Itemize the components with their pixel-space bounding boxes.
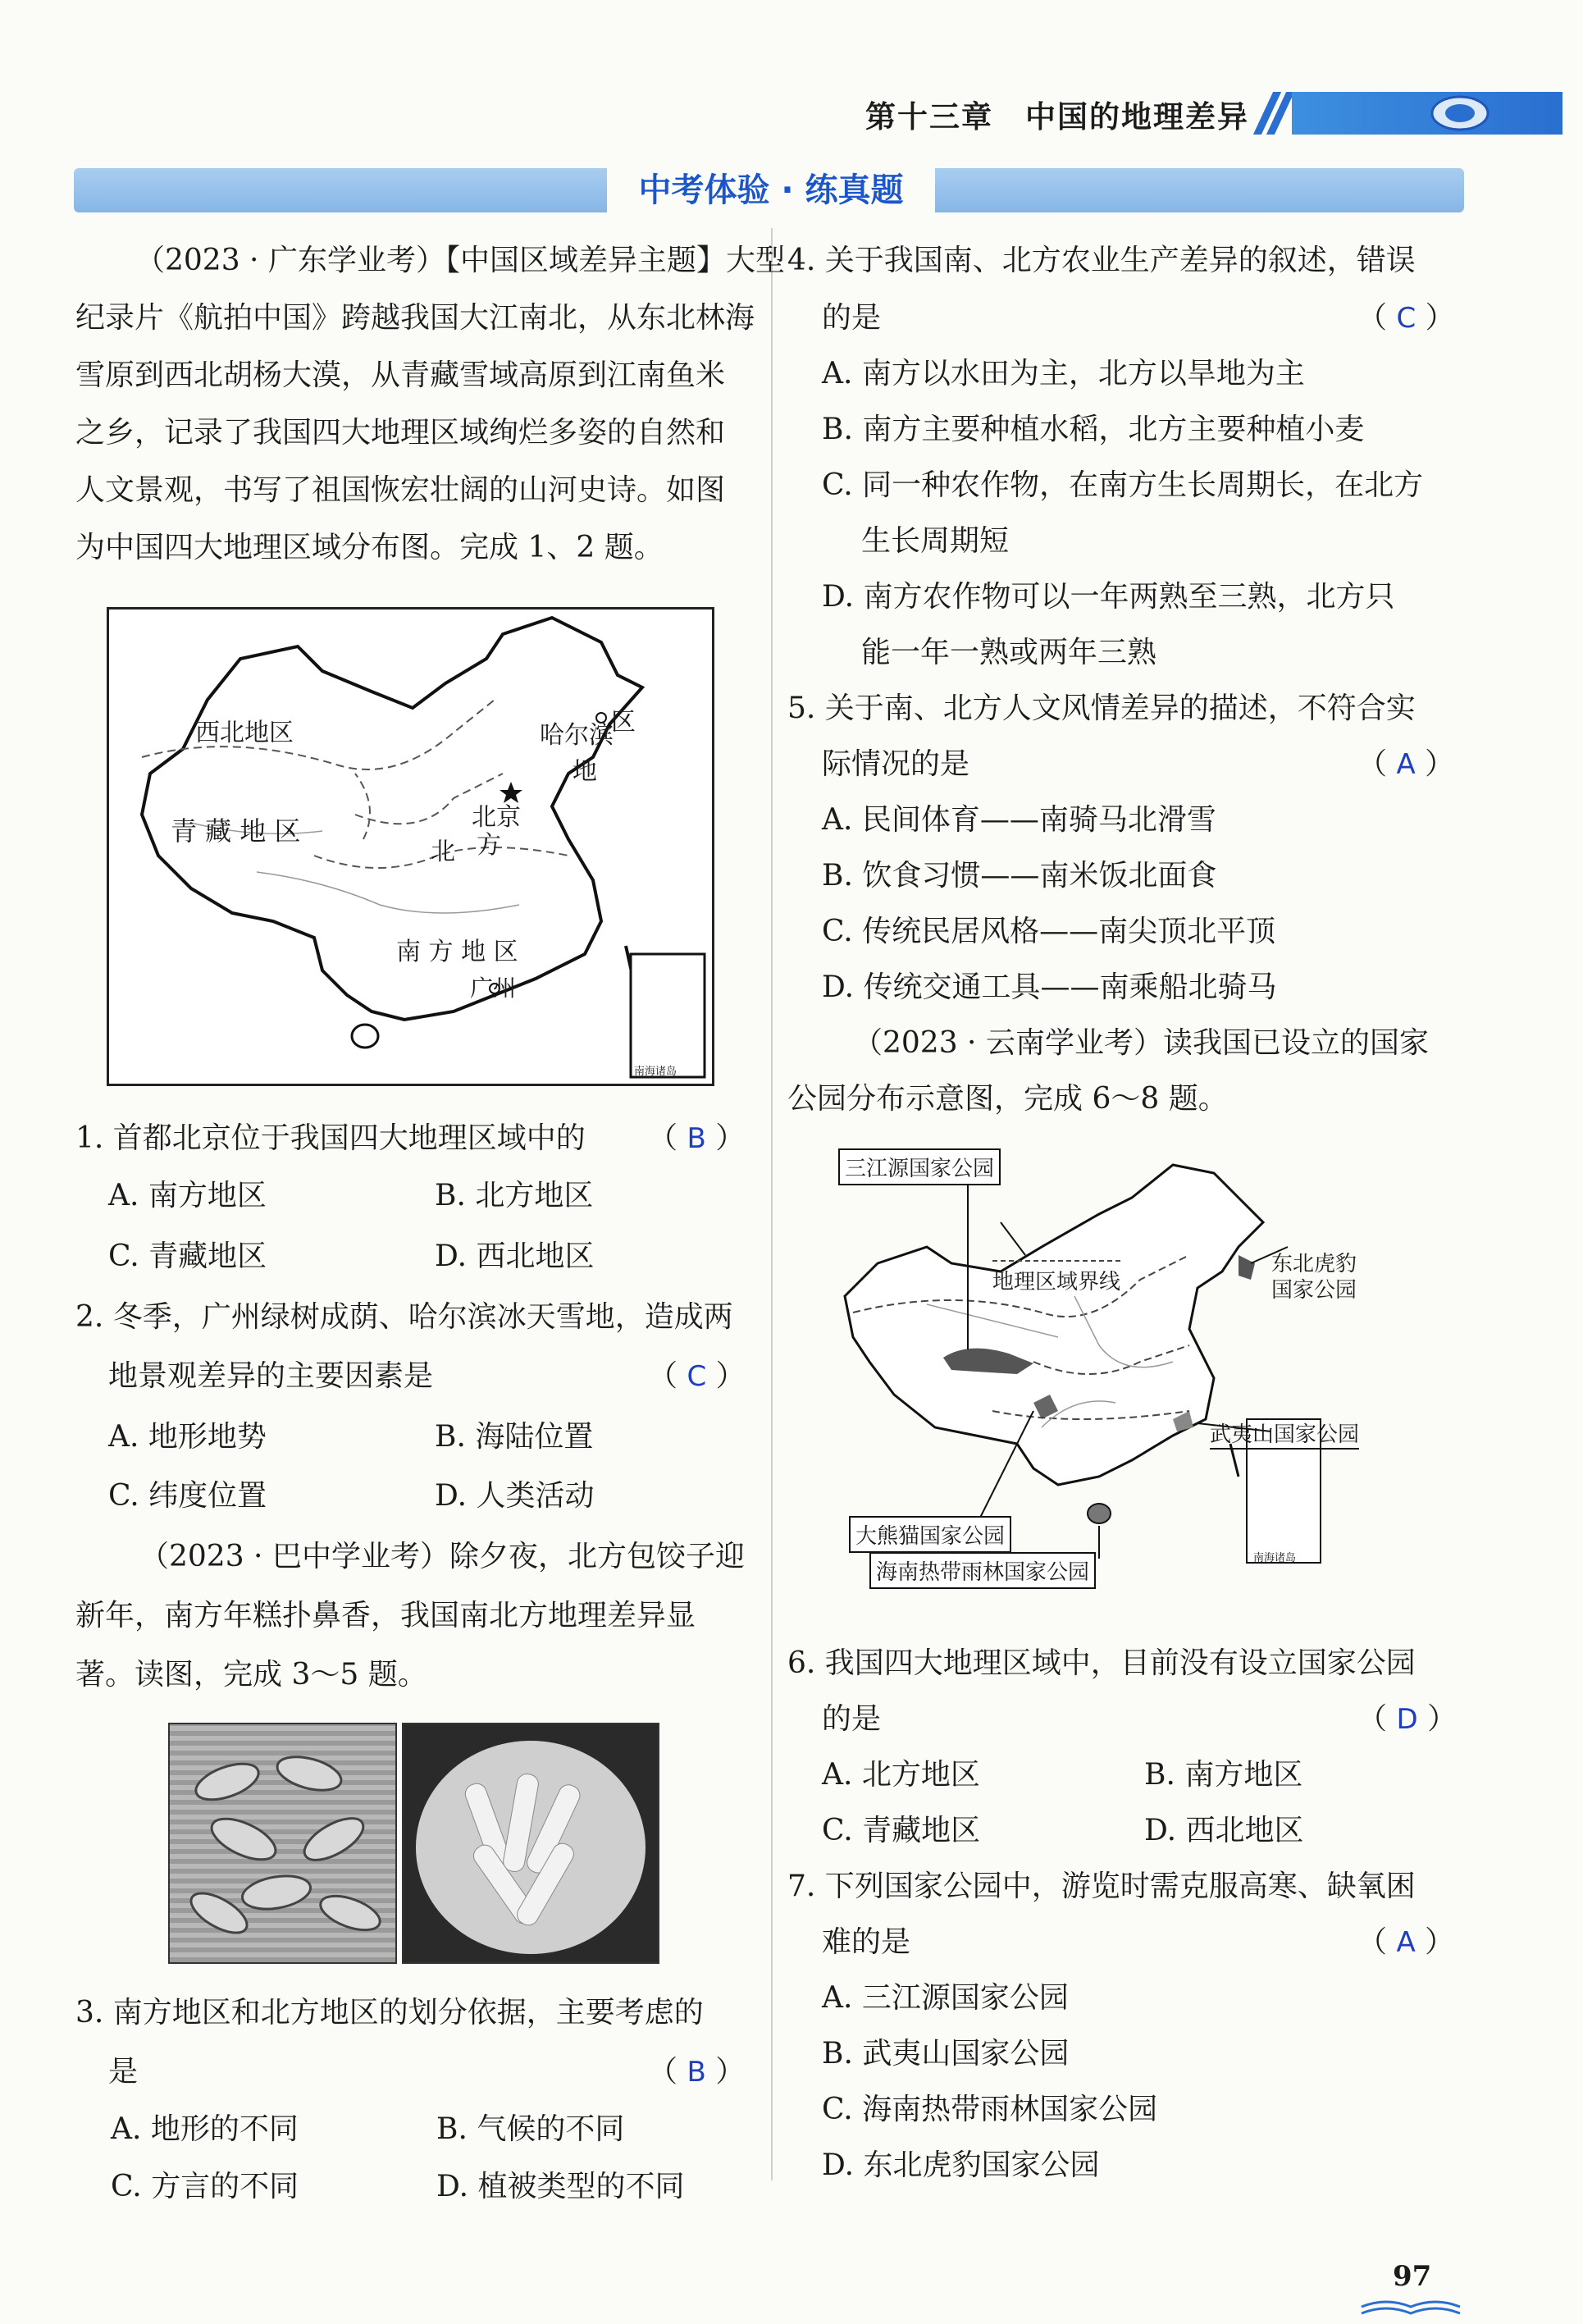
national-parks-map xyxy=(828,1148,1386,1591)
question-4-stem: 4. 关于我国南、北方农业生产差异的叙述，错误 xyxy=(787,244,1416,277)
answer: B xyxy=(687,2056,706,2089)
map-label: 地理区域界线 xyxy=(992,1260,1120,1295)
option: B. 气候的不同 xyxy=(436,2112,625,2146)
intro-line: 为中国四大地理区域分布图。完成 1、2 题。 xyxy=(75,531,664,564)
answer: A xyxy=(1396,748,1416,781)
book-icon xyxy=(1357,2297,1464,2317)
dumplings-photo xyxy=(168,1723,397,1964)
chapter-title: 第十三章 中国的地理差异 xyxy=(865,99,1249,135)
option: D. 南方农作物可以一年两熟至三熟，北方只 xyxy=(822,580,1395,614)
option: A. 南方以水田为主，北方以旱地为主 xyxy=(822,357,1305,390)
answer-bracket: （ C ） xyxy=(1357,301,1455,335)
question-6-stem: 6. 我国四大地理区域中，目前没有设立国家公园 xyxy=(787,1646,1416,1680)
question-2-stem: 2. 冬季，广州绿树成荫、哈尔滨冰天雪地，造成两 xyxy=(75,1300,733,1334)
option: A. 南方地区 xyxy=(108,1179,267,1212)
option: C. 青藏地区 xyxy=(822,1814,981,1847)
map-label: 三江源国家公园 xyxy=(838,1148,1001,1185)
answer-bracket: （ A ） xyxy=(1357,747,1455,781)
option: A. 三江源国家公园 xyxy=(822,1981,1069,2015)
option: A. 地形地势 xyxy=(108,1420,267,1454)
option: C. 海南热带雨林国家公园 xyxy=(822,2093,1158,2126)
question-7-stem: 7. 下列国家公园中，游览时需克服高寒、缺氧困 xyxy=(787,1870,1416,1903)
option: D. 西北地区 xyxy=(435,1240,595,1273)
answer-bracket: （ A ） xyxy=(1357,1925,1455,1959)
intro-line: 之乡，记录了我国四大地理区域绚烂多姿的自然和 xyxy=(75,416,726,450)
option: C. 方言的不同 xyxy=(111,2170,299,2203)
option: D. 人类活动 xyxy=(435,1479,595,1513)
map-label: 武夷山国家公园 xyxy=(1210,1418,1359,1450)
map-label: 方 xyxy=(477,831,501,860)
option: A. 民间体育——南骑马北滑雪 xyxy=(822,803,1216,837)
rice-cake-image xyxy=(404,1724,658,1962)
intro-line: 公园分布示意图，完成 6～8 题。 xyxy=(787,1082,1228,1116)
answer: D xyxy=(1396,1703,1418,1736)
map-label: 北 xyxy=(431,838,455,866)
option: B. 南方地区 xyxy=(1144,1758,1303,1792)
intro-line: 人文景观，书写了祖国恢宏壮阔的山河史诗。如图 xyxy=(75,473,726,507)
question-3-stem: 是 xyxy=(108,2055,139,2089)
map-label: 东北虎豹 xyxy=(1271,1252,1357,1276)
map-label: 西北地区 xyxy=(195,719,294,747)
option: A. 北方地区 xyxy=(822,1758,980,1792)
answer: C xyxy=(1396,302,1416,335)
option: C. 传统民居风格——南尖顶北平顶 xyxy=(822,915,1276,948)
logo-icon xyxy=(1423,92,1497,135)
answer: C xyxy=(687,1360,707,1393)
option: B. 武夷山国家公园 xyxy=(822,2037,1070,2071)
rice-cake-photo xyxy=(402,1723,659,1964)
question-7-stem: 难的是 xyxy=(822,1925,911,1959)
option: B. 南方主要种植水稻，北方主要种植小麦 xyxy=(822,413,1365,446)
map-label: 海南热带雨林国家公园 xyxy=(869,1552,1096,1589)
dumplings-image xyxy=(170,1724,395,1962)
intro-line: 新年，南方年糕扑鼻香，我国南北方地理差异显 xyxy=(75,1599,696,1632)
map-label: 区 xyxy=(611,708,636,737)
question-3-stem: 3. 南方地区和北方地区的划分依据，主要考虑的 xyxy=(75,1996,704,2030)
option: B. 海陆位置 xyxy=(435,1420,594,1454)
option: C. 青藏地区 xyxy=(108,1240,267,1273)
option: A. 地形的不同 xyxy=(111,2112,299,2146)
page-number: 97 xyxy=(1393,2260,1432,2293)
answer-bracket: （ D ） xyxy=(1357,1702,1458,1736)
map-label: 哈尔滨 xyxy=(540,721,614,750)
option: B. 北方地区 xyxy=(435,1179,594,1212)
map-label: 广州 xyxy=(470,975,517,1002)
map-label: 南海诸岛 xyxy=(1253,1552,1297,1564)
option: B. 饮食习惯——南米饭北面食 xyxy=(822,859,1217,893)
option: D. 植被类型的不同 xyxy=(436,2170,685,2203)
map-label: 南海诸岛 xyxy=(634,1066,677,1078)
section-title: 中考体验 · 练真题 xyxy=(607,167,935,214)
intro-line: （2023 · 巴中学业考）除夕夜，北方包饺子迎 xyxy=(139,1540,745,1573)
question-1-stem: 1. 首都北京位于我国四大地理区域中的 xyxy=(75,1121,586,1155)
question-4-stem: 的是 xyxy=(822,301,882,335)
intro-line: 著。读图，完成 3～5 题。 xyxy=(75,1658,427,1692)
map-label: 南 方 地 区 xyxy=(396,938,518,966)
column-divider xyxy=(771,228,773,2180)
answer: A xyxy=(1396,1926,1416,1959)
map-label: 青 藏 地 区 xyxy=(171,815,301,847)
option-continued: 能一年一熟或两年三熟 xyxy=(861,636,1157,669)
intro-line: 雪原到西北胡杨大漠，从青藏雪域高原到江南鱼米 xyxy=(75,358,726,392)
intro-line: （2023 · 云南学业考）读我国已设立的国家 xyxy=(853,1026,1429,1060)
map-label: 北京 xyxy=(472,803,521,832)
option-continued: 生长周期短 xyxy=(861,524,1010,558)
question-5-stem: 5. 关于南、北方人文风情差异的描述，不符合实 xyxy=(787,692,1416,725)
question-5-stem: 际情况的是 xyxy=(822,747,970,781)
answer-bracket: （ B ） xyxy=(648,2055,746,2089)
option: D. 西北地区 xyxy=(1144,1814,1304,1847)
header-bar xyxy=(1292,92,1562,135)
intro-line: （2023 · 广东学业考）【中国区域差异主题】大型 xyxy=(135,244,785,277)
china-regions-map xyxy=(107,607,714,1086)
intro-line: 纪录片《航拍中国》跨越我国大江南北，从东北林海 xyxy=(75,301,755,335)
option: D. 传统交通工具——南乘船北骑马 xyxy=(822,970,1277,1004)
option: C. 纬度位置 xyxy=(108,1479,267,1513)
option: D. 东北虎豹国家公园 xyxy=(822,2148,1100,2182)
question-2-stem: 地景观差异的主要因素是 xyxy=(108,1359,434,1393)
answer-bracket: （ C ） xyxy=(648,1359,746,1393)
map-label: 地 xyxy=(573,757,597,786)
answer: B xyxy=(687,1122,706,1155)
question-6-stem: 的是 xyxy=(822,1702,882,1736)
map-label: 国家公园 xyxy=(1271,1278,1357,1303)
answer-bracket: （ B ） xyxy=(648,1121,746,1155)
map-label: 大熊猫国家公园 xyxy=(849,1516,1011,1553)
option: C. 同一种农作物，在南方生长周期长，在北方 xyxy=(822,468,1424,502)
